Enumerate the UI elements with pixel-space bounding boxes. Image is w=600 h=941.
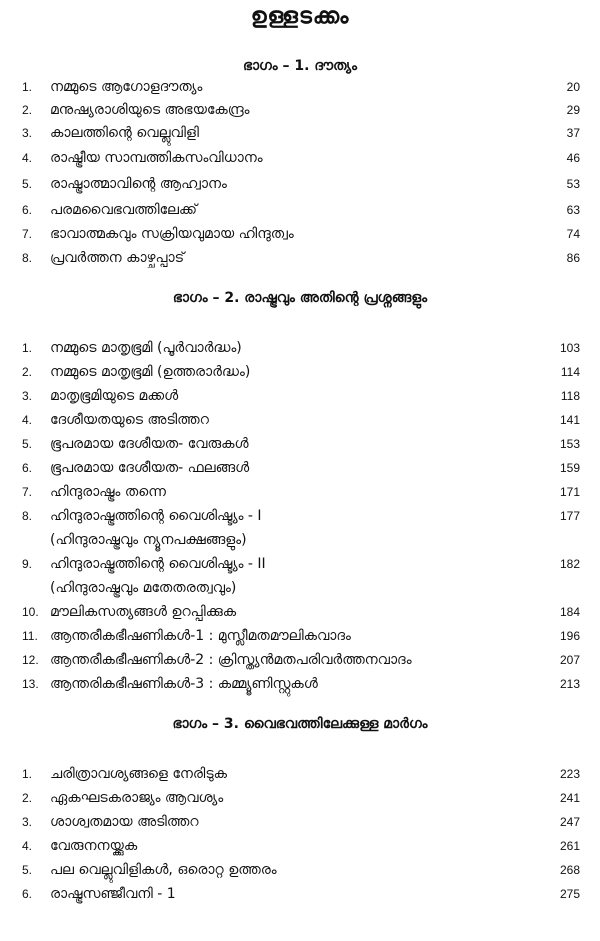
entry-number: 6. — [22, 887, 33, 901]
toc-entry[interactable] — [22, 600, 580, 624]
toc-entry[interactable] — [22, 121, 580, 145]
entry-number: 3. — [22, 126, 33, 140]
entry-title: ഹിന്ദുരാഷ്ട്രം തന്നെ — [50, 484, 166, 500]
entry-title: രാഷ്ട്രീയ സാമ്പത്തികസംവിധാനം — [50, 150, 263, 166]
toc-entry[interactable] — [22, 98, 580, 122]
toc-entry[interactable] — [22, 408, 580, 432]
entry-number: 2. — [22, 103, 33, 117]
entry-number: 12. — [22, 653, 39, 667]
entry-title: നമ്മുടെ ആഗോളദൗത്യം — [50, 79, 203, 95]
entry-number: 10. — [22, 605, 39, 619]
entry-title: ഏകഘടകരാജ്യം ആവശ്യം — [50, 790, 224, 806]
entry-page: 171 — [559, 485, 580, 499]
entry-page: 20 — [566, 80, 580, 94]
entry-number: 11. — [22, 629, 38, 643]
toc-entry[interactable] — [22, 672, 580, 696]
entry-title: പരമവൈഭവത്തിലേക്ക് — [50, 202, 197, 218]
entry-number: 3. — [22, 389, 33, 403]
toc-entry[interactable] — [22, 882, 580, 906]
entry-number: 4. — [22, 151, 33, 165]
entry-number: 6. — [22, 203, 33, 217]
entry-page: 63 — [566, 203, 580, 217]
entry-number: 7. — [22, 227, 33, 241]
toc-entry[interactable] — [22, 648, 580, 672]
entry-title: ഭൂപരമായ ദേശീയത- ഫലങ്ങൾ — [50, 460, 250, 476]
entry-number: 2. — [22, 791, 33, 805]
entry-page: 177 — [559, 509, 580, 523]
entry-number: 8. — [22, 251, 33, 265]
entry-page: 207 — [559, 653, 580, 667]
entry-page: 86 — [566, 251, 580, 265]
entry-title: ആന്തരീകഭീഷണികൾ-2 : ക്രിസ്ത്യൻമതപരിവർത്തനവാദം — [50, 652, 412, 668]
entry-page: 141 — [559, 413, 580, 427]
entry-number: 1. — [22, 767, 33, 781]
toc-entry[interactable] — [22, 246, 580, 270]
toc-entry[interactable] — [22, 786, 580, 810]
toc-entry[interactable] — [22, 75, 580, 99]
entry-title: നമ്മുടെ മാതൃഭൂമി (പൂർവാർദ്ധം) — [50, 340, 242, 356]
toc-entry[interactable] — [22, 504, 580, 552]
entry-page: 159 — [559, 461, 580, 475]
section-heading: ഭാഗം – 2. രാഷ്ട്രവും അതിന്റെ പ്രശ്നങ്ങളും — [172, 290, 428, 306]
entry-page: 153 — [559, 437, 580, 451]
entry-title: മാതൃഭൂമിയുടെ മക്കൾ — [50, 388, 179, 404]
entry-number: 9. — [22, 557, 33, 571]
entry-page: 213 — [559, 677, 580, 691]
entry-page: 74 — [566, 227, 580, 241]
toc-entry[interactable] — [22, 146, 580, 170]
entry-title: ആന്തരീകഭീഷണികൾ-1 : മുസ്ലീമതമൗലികവാദം — [50, 628, 351, 644]
toc-entry[interactable] — [22, 480, 580, 504]
entry-title: കാലത്തിന്റെ വെല്ലുവിളി — [50, 125, 199, 141]
entry-title: ചരിത്രാവശ്യങ്ങളെ നേരിടുക — [50, 766, 227, 782]
entry-number: 5. — [22, 437, 33, 451]
entry-page: 268 — [559, 863, 580, 877]
entry-number: 2. — [22, 365, 33, 379]
entry-page: 37 — [566, 126, 580, 140]
entry-number: 3. — [22, 815, 33, 829]
entry-title: ഭൂപരമായ ദേശീയത- വേരുകൾ — [50, 436, 249, 452]
toc-entry[interactable] — [22, 336, 580, 360]
entry-title: ശാശ്വതമായ അടിത്തറ — [50, 814, 199, 830]
entry-page: 29 — [566, 103, 580, 117]
entry-subtitle: (ഹിന്ദുരാഷ്ട്രവും മതേതരത്വവും) — [50, 580, 237, 596]
toc-entry[interactable] — [22, 810, 580, 834]
entry-number: 1. — [22, 341, 33, 355]
toc-entry[interactable] — [22, 198, 580, 222]
entry-page: 184 — [559, 605, 580, 619]
entry-number: 6. — [22, 461, 33, 475]
toc-entry[interactable] — [22, 762, 580, 786]
toc-entry[interactable] — [22, 858, 580, 882]
entry-page: 275 — [559, 887, 580, 901]
toc-entry[interactable] — [22, 384, 580, 408]
entry-title: രാഷ്ട്രസഞ്ജീവനി - 1 — [50, 886, 176, 902]
entry-number: 4. — [22, 839, 33, 853]
entry-title: വേരുനനയ്ക്കുക — [50, 838, 138, 854]
entry-page: 241 — [559, 791, 580, 805]
entry-title: മൗലികസത്യങ്ങൾ ഉറപ്പിക്കുക — [50, 604, 237, 620]
section-heading: ഭാഗം – 1. ദൗത്യം — [242, 58, 358, 74]
entry-subtitle: (ഹിന്ദുരാഷ്ട്രവും ന്യൂനപക്ഷങ്ങളും) — [50, 532, 247, 548]
entry-page: 182 — [559, 557, 580, 571]
toc-entry[interactable] — [22, 834, 580, 858]
entry-title: പല വെല്ലുവിളികൾ, ഒരൊറ്റ ഉത്തരം — [50, 862, 277, 878]
entry-title: ദേശീയതയുടെ അടിത്തറ — [50, 412, 209, 428]
toc-entry[interactable] — [22, 552, 580, 600]
toc-entry[interactable] — [22, 360, 580, 384]
entry-number: 1. — [22, 80, 33, 94]
section-heading: ഭാഗം – 3. വൈഭവത്തിലേക്കുള്ള മാർഗം — [172, 716, 428, 732]
page-title: ഉള്ളടക്കം — [250, 4, 350, 29]
entry-number: 5. — [22, 177, 33, 191]
entry-page: 103 — [559, 341, 580, 355]
toc-entry[interactable] — [22, 172, 580, 196]
entry-page: 261 — [559, 839, 580, 853]
entry-number: 4. — [22, 413, 33, 427]
entry-number: 7. — [22, 485, 33, 499]
toc-entry[interactable] — [22, 222, 580, 246]
entry-number: 8. — [22, 509, 33, 523]
entry-number: 13. — [22, 677, 39, 691]
entry-page: 196 — [559, 629, 580, 643]
entry-title: ആന്തരികഭീഷണികൾ-3 : കമ്മ്യൂണിസ്റ്റുകൾ — [50, 676, 318, 692]
entry-title: ഹിന്ദുരാഷ്ട്രത്തിന്റെ വൈശിഷ്ട്യം - I — [50, 508, 262, 524]
entry-page: 118 — [560, 389, 580, 403]
entry-page: 223 — [559, 767, 580, 781]
entry-number: 5. — [22, 863, 33, 877]
entry-page: 247 — [559, 815, 580, 829]
entry-title: ഭാവാത്മകവും സക്രിയവുമായ ഹിന്ദുത്വം — [50, 226, 294, 242]
entry-page: 114 — [560, 365, 580, 379]
entry-page: 46 — [566, 151, 580, 165]
toc-entry[interactable] — [22, 456, 580, 480]
entry-title: പ്രവർത്തന കാഴ്ചപ്പാട് — [50, 250, 185, 266]
entry-title: നമ്മുടെ മാതൃഭൂമി (ഉത്തരാർദ്ധം) — [50, 364, 251, 380]
entry-title: മനുഷ്യരാശിയുടെ അഭയകേന്ദ്രം — [50, 102, 250, 118]
entry-page: 53 — [566, 177, 580, 191]
entry-title: ഹിന്ദുരാഷ്ട്രത്തിന്റെ വൈശിഷ്ട്യം - II — [50, 556, 266, 572]
toc-entry[interactable] — [22, 432, 580, 456]
entry-title: രാഷ്ട്രാത്മാവിന്റെ ആഹ്വാനം — [50, 176, 227, 192]
toc-entry[interactable] — [22, 624, 580, 648]
